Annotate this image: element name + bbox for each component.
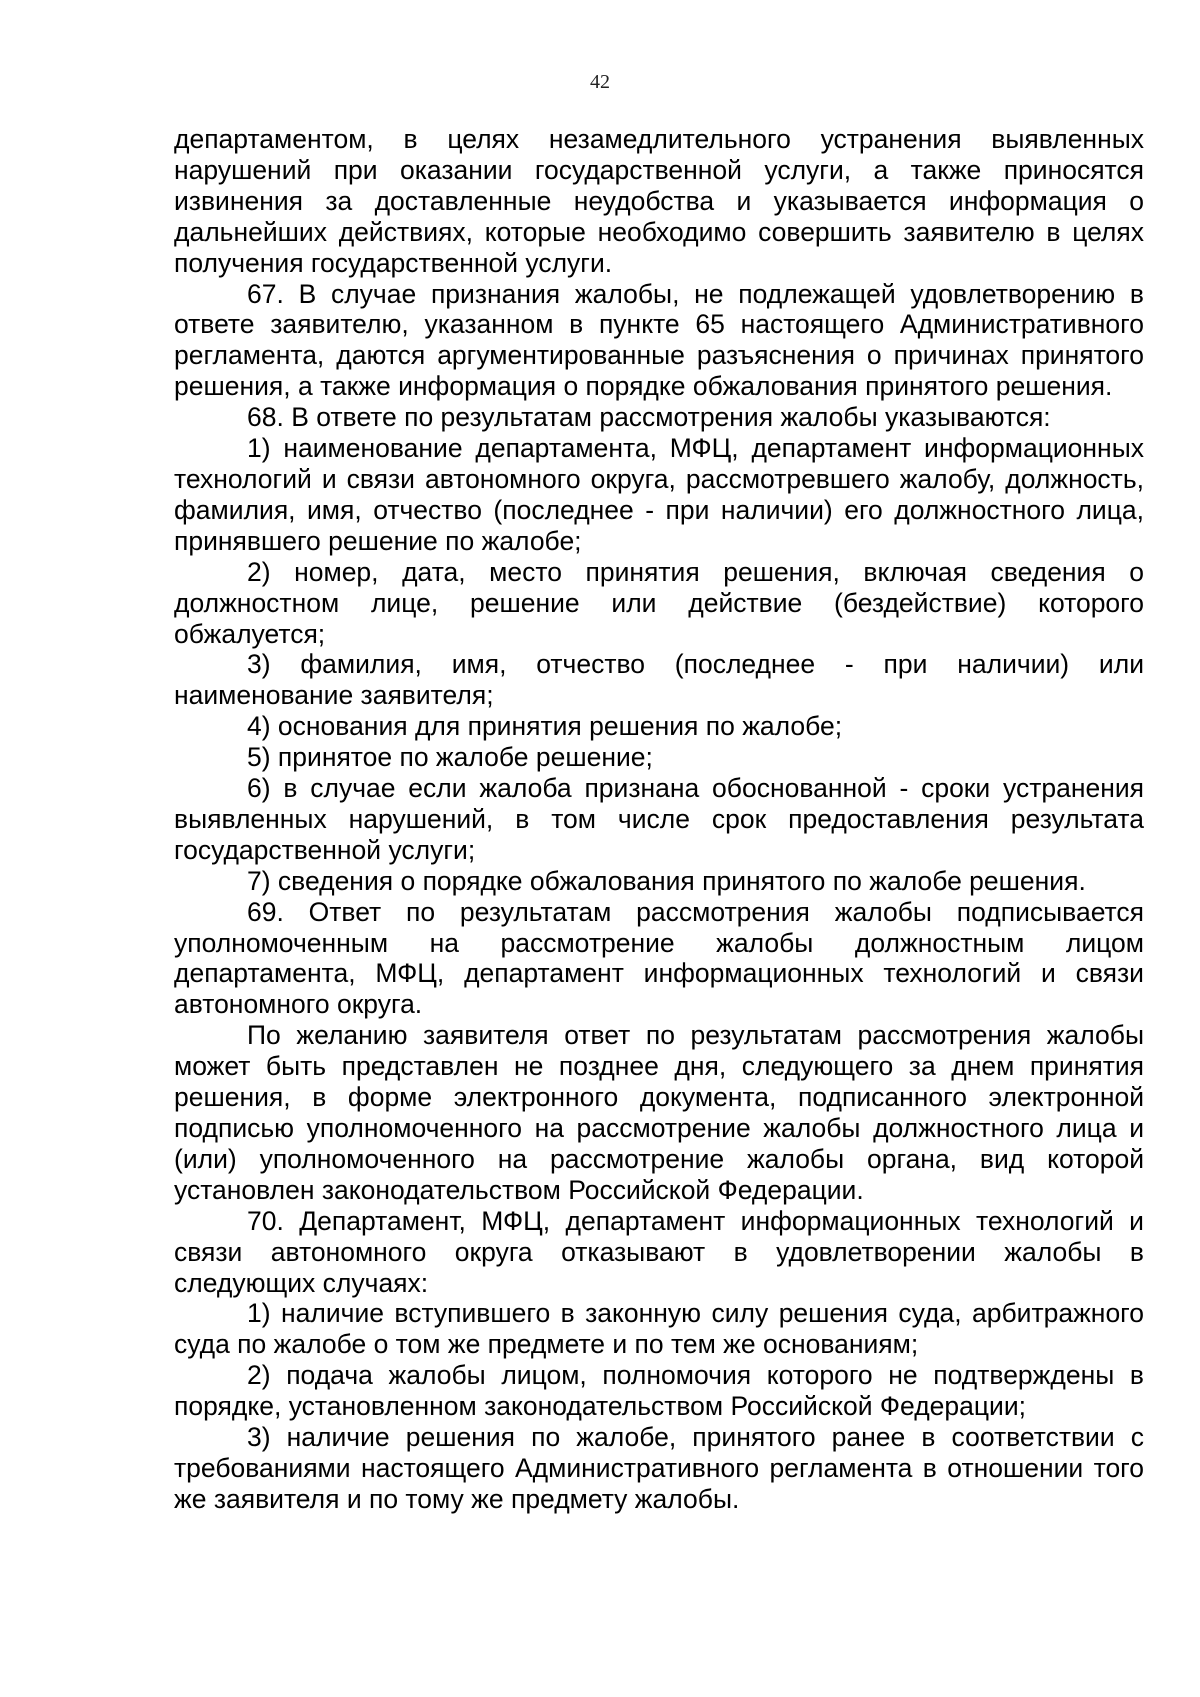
paragraph-70: 70. Департамент, МФЦ, департамент информационных технологий и связи автономного округа отказывают в удовлетворении жалобы в следующих случаях: [174,1205,1144,1298]
paragraph-68-item-2: 2) номер, дата, место принятия решения, включая сведения о должностном лице, решение или действие (бездействие) которого обжалуется; [174,556,1144,649]
paragraph-68-item-3: 3) фамилия, имя, отчество (последнее - при наличии) или наименование заявителя; [174,649,1144,711]
paragraph-67: 67. В случае признания жалобы, не подлежащей удовлетворению в ответе заявителю, указанном в пункте 65 настоящего Административного регламента, даются аргументированные разъяснения о причинах принятого решения, а также информация о порядке обжалования принятого решения. [174,278,1144,402]
paragraph-68-item-1: 1) наименование департамента, МФЦ, департамент информационных технологий и связи автономного округа, рассмотревшего жалобу, должность, фамилия, имя, отчество (последнее - при наличии) его должностного лица, принявшего решение по жалобе; [174,433,1144,556]
paragraph-69: 69. Ответ по результатам рассмотрения жалобы подписывается уполномоченным на рассмотрение жалобы должностным лицом департамента, МФЦ, департамент информационных технологий и связи автономного округа. [174,896,1144,1020]
paragraph-continuation: департаментом, в целях незамедлительного устранения выявленных нарушений при оказании государственной услуги, а также приносятся извинения за доставленные неудобства и указывается информация о дальнейших действиях, которые необходимо совершить заявителю в целях получения государственной услуги. [174,124,1144,278]
paragraph-68-item-6: 6) в случае если жалоба признана обоснованной - сроки устранения выявленных нарушений, в том числе срок предоставления результата государственной услуги; [174,773,1144,865]
paragraph-68-item-4: 4) основания для принятия решения по жалобе; [247,711,843,742]
paragraph-70-item-3: 3) наличие решения по жалобе, принятого ранее в соответствии с требованиями настоящего Административного регламента в отношении того же заявителя и по тому же предмету жалобы. [174,1422,1144,1514]
paragraph-70-item-2: 2) подача жалобы лицом, полномочия которого не подтверждены в порядке, установленном законодательством Российской Федерации; [174,1360,1144,1422]
paragraph-68-item-5: 5) принятое по жалобе решение; [247,742,653,773]
document-body [174,124,1144,1515]
paragraph-68-item-7: 7) сведения о порядке обжалования принятого по жалобе решения. [247,865,1086,896]
paragraph-70-item-1: 1) наличие вступившего в законную силу решения суда, арбитражного суда по жалобе о том же предмете и по тем же основаниям; [174,1298,1144,1360]
paragraph-69-electronic-answer: По желанию заявителя ответ по результатам рассмотрения жалобы может быть представлен не позднее дня, следующего за днем принятия решения, в форме электронного документа, подписанного электронной подписью уполномоченного на рассмотрение жалобы должностного лица и (или) уполномоченного на рассмотрение жалобы органа, вид которой установлен законодательством Российской Федерации. [174,1020,1144,1205]
page-number: 42 [590,71,610,93]
paragraph-68: 68. В ответе по результатам рассмотрения жалобы указываются: [247,402,1051,433]
